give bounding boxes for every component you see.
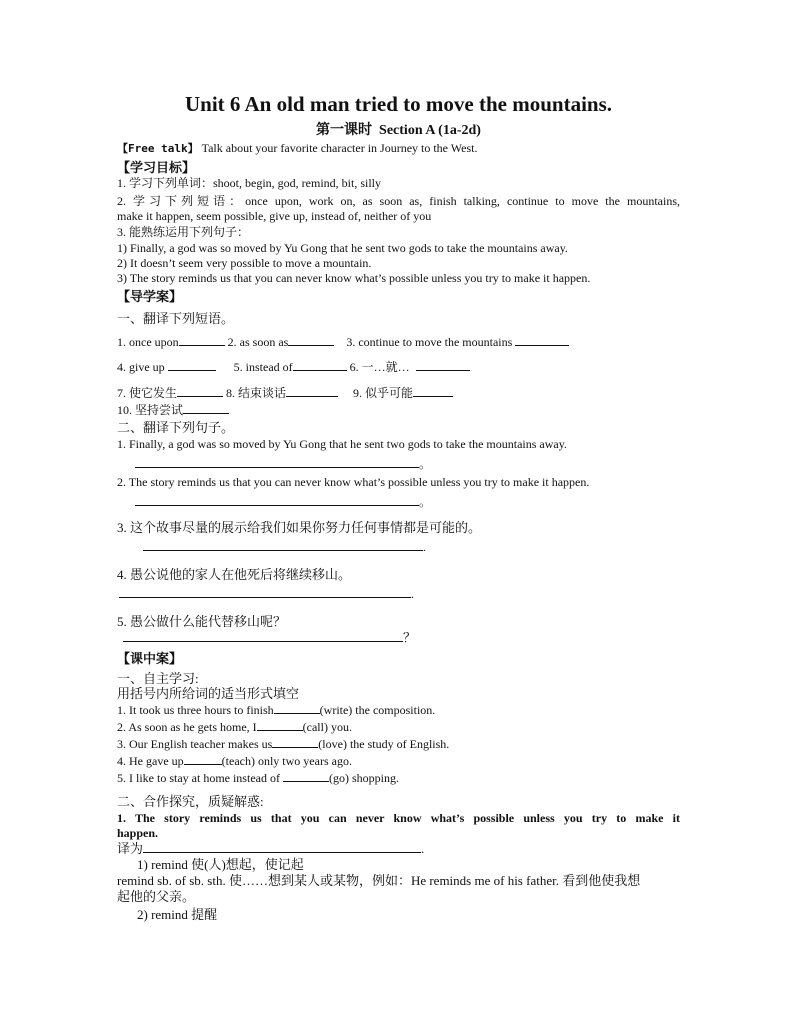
- fill-item-3: 3. Our English teacher makes us (love) the study of English.: [117, 737, 450, 751]
- answer-line-5: ？: [117, 630, 680, 646]
- fill-item-2: 2. As soon as he gets home, I (call) you.: [117, 720, 352, 734]
- translate-sentence-3: 3. 这个故事尽量的展示给我们如果你努力任何事情都是可能的。: [117, 520, 482, 535]
- lesson-label: 第一课时: [316, 123, 373, 138]
- answer-blank[interactable]: [143, 841, 421, 853]
- fill-instruction: 用括号内所给词的适当形式填空: [117, 686, 300, 701]
- key-sentence-cont: happen.: [117, 826, 159, 840]
- answer-blank[interactable]: [183, 402, 229, 414]
- answer-blank[interactable]: [179, 334, 225, 346]
- answer-blank[interactable]: [123, 630, 403, 642]
- answer-line-3: .: [117, 539, 680, 555]
- fill-item-5: 5. I like to stay at home instead of (go) shopping.: [117, 771, 399, 785]
- phrase-2: 2. as soon as: [227, 335, 289, 349]
- phrase-7: 7. 使它发生: [117, 386, 178, 400]
- objective-sentences: 3. 能熟练运用下列句子：: [117, 225, 250, 239]
- guide-heading: 【导学案】: [117, 289, 183, 304]
- answer-line-2: 。: [117, 494, 680, 510]
- answer-blank[interactable]: [274, 702, 320, 714]
- translate-sentence-4: 4. 愚公说他的家人在他死后将继续移山。: [117, 567, 352, 582]
- section-label: Section A (1a-2d): [379, 123, 481, 138]
- translate-sentence-2: 2. The story reminds us that you can never know what’s possible unless you try to make it happen.: [117, 475, 590, 489]
- answer-blank[interactable]: [272, 736, 318, 748]
- remind-meaning-2: 2) remind 提醒: [137, 907, 218, 922]
- answer-blank[interactable]: [184, 753, 222, 765]
- fill-item-4: 4. He gave up (teach) only two years ago.: [117, 754, 352, 768]
- phrase-row-3: [117, 385, 680, 401]
- objective-phrases: 2. 学习下列短语：once upon, work on, as soon as, finish talking, continue to move the mountains,: [117, 194, 680, 208]
- answer-blank[interactable]: [168, 359, 216, 371]
- phrase-row-1: [117, 334, 680, 350]
- class-heading: 【课中案】: [117, 651, 183, 666]
- answer-blank[interactable]: [288, 334, 334, 346]
- phrase-8: 8. 结束谈话: [226, 386, 287, 400]
- answer-line-1: 。: [117, 456, 680, 472]
- answer-blank[interactable]: [416, 359, 470, 371]
- objective-words: 1. 学习下列单词：shoot, begin, god, remind, bit, silly: [117, 176, 381, 190]
- answer-blank[interactable]: [135, 456, 419, 468]
- lesson-subtitle: [117, 119, 680, 139]
- remind-usage-1: remind sb. of sb. sth. 使……想到某人或某物，例如：He reminds me of his father. 看到他使我想: [117, 873, 641, 888]
- phrase-9: 9. 似乎可能: [353, 386, 414, 400]
- remind-meaning-1: 1) remind 使(人)想起，使记起: [137, 857, 304, 872]
- phrase-3: 3. continue to move the mountains: [346, 335, 513, 349]
- answer-blank[interactable]: [515, 334, 569, 346]
- translate-sentence-1: 1. Finally, a god was so moved by Yu Gong that he sent two gods to take the mountains away.: [117, 437, 567, 451]
- answer-line-4: .: [117, 586, 680, 602]
- translate-sentence-5: 5. 愚公做什么能代替移山呢？: [117, 614, 287, 629]
- answer-blank[interactable]: [119, 586, 411, 598]
- objective-phrases-cont: make it happen, seem possible, give up, instead of, neither of you: [117, 209, 432, 223]
- page-title: Unit 6 An old man tried to move the mountains.: [184, 92, 613, 116]
- phrase-5: 5. instead of: [233, 360, 293, 374]
- sentence-translation-title: 二、翻译下列句子。: [117, 420, 235, 435]
- phrase-row-2: [117, 359, 680, 375]
- answer-blank[interactable]: [135, 494, 419, 506]
- worksheet: [117, 92, 680, 922]
- answer-blank[interactable]: [293, 359, 347, 371]
- free-talk-text: Talk about your favorite character in Journey to the West.: [201, 141, 478, 155]
- objective-sentence-2: 2) It doesn’t seem very possible to move a mountain.: [117, 256, 372, 270]
- answer-blank[interactable]: [177, 385, 223, 397]
- objective-sentence-3: 3) The story reminds us that you can never know what’s possible unless you try to make it happen.: [117, 271, 591, 285]
- phrase-10: 10. 坚持尝试: [117, 403, 184, 417]
- phrase-row-4: [117, 402, 680, 418]
- phrase-4: 4. give up: [117, 360, 165, 374]
- objectives-heading: 【学习目标】: [117, 160, 196, 175]
- answer-blank[interactable]: [286, 385, 338, 397]
- answer-blank[interactable]: [413, 385, 453, 397]
- free-talk: [117, 141, 680, 156]
- fill-item-1: 1. It took us three hours to finish (write) the composition.: [117, 703, 436, 717]
- self-study-title: 一、自主学习:: [117, 671, 199, 686]
- answer-blank[interactable]: [143, 539, 423, 551]
- phrase-1: 1. once upon: [117, 335, 179, 349]
- phrase-translation-title: 一、翻译下列短语。: [117, 311, 235, 326]
- answer-blank[interactable]: [257, 719, 303, 731]
- explore-title: 二、合作探究，质疑解惑:: [117, 794, 264, 809]
- key-sentence: 1. The story reminds us that you can never know what’s possible unless you try to make it: [117, 811, 680, 825]
- free-talk-label: 【Free talk】: [117, 142, 199, 155]
- answer-blank[interactable]: [283, 770, 329, 782]
- translate-key-line: 译为 .: [117, 841, 425, 856]
- objective-sentence-1: 1) Finally, a god was so moved by Yu Gong that he sent two gods to take the mountains away.: [117, 241, 568, 255]
- phrase-6: 6. 一…就…: [349, 360, 410, 374]
- remind-usage-1-cont: 起他的父亲。: [117, 889, 196, 904]
